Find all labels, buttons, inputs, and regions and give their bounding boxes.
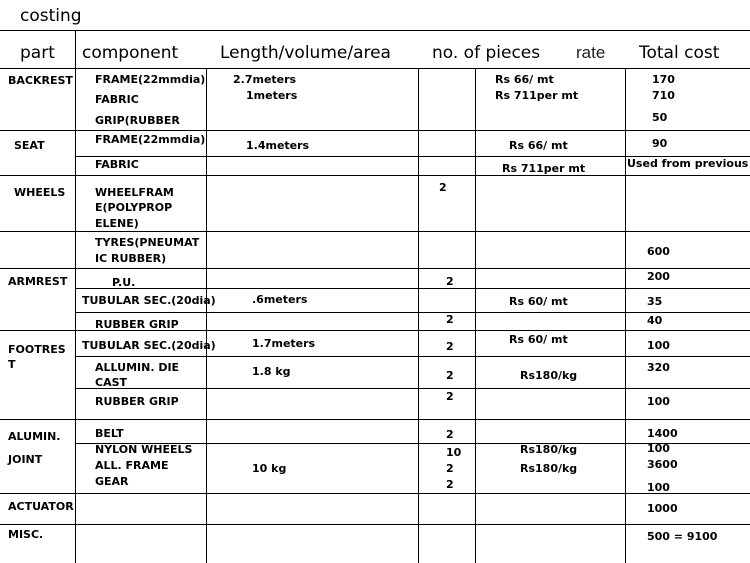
part-label: ALUMIN. [8, 430, 61, 443]
part-label: ACTUATOR [8, 500, 74, 513]
pieces-cell: 2 [446, 478, 454, 491]
rule [0, 268, 750, 269]
total-cell: 170 [652, 73, 675, 86]
pieces-cell: 2 [439, 181, 447, 194]
rule [75, 312, 750, 313]
component-cell: TYRES(PNEUMAT [95, 236, 200, 249]
length-cell: 1meters [246, 89, 298, 102]
rule [0, 175, 750, 176]
component-cell: NYLON WHEELS [95, 443, 193, 456]
total-cell: 100 [647, 395, 670, 408]
total-cell: 35 [647, 295, 663, 308]
rule [0, 419, 750, 420]
component-cell: ELENE) [95, 217, 139, 230]
component-cell: FRAME(22mmdia) [95, 133, 206, 146]
part-label: SEAT [14, 139, 45, 152]
rule [0, 231, 750, 232]
header-pieces: no. of pieces [432, 43, 541, 63]
component-cell: TUBULAR SEC.(20dia) [82, 339, 216, 352]
component-cell: TUBULAR SEC.(20dia) [82, 294, 216, 307]
total-cell: 1400 [647, 427, 678, 440]
col-rule [625, 68, 626, 563]
total-cell: 320 [647, 361, 670, 374]
component-cell: WHEELFRAM [95, 186, 174, 199]
total-cell: 3600 [647, 458, 678, 471]
component-cell: ALLUMIN. DIE [95, 361, 180, 374]
part-label: JOINT [8, 453, 43, 466]
total-cell: 100 [647, 481, 670, 494]
col-rule [206, 68, 207, 563]
rate-cell: Rs180/kg [520, 369, 578, 382]
length-cell: 1.4meters [246, 139, 310, 152]
rule [0, 493, 750, 494]
col-rule [75, 30, 76, 563]
component-cell: RUBBER GRIP [95, 318, 179, 331]
total-cell: 50 [652, 111, 668, 124]
header-rate: rate [576, 43, 606, 62]
col-rule [475, 68, 476, 563]
pieces-cell: 2 [446, 428, 454, 441]
header-component: component [82, 43, 179, 63]
component-cell: FABRIC [95, 93, 139, 106]
part-label: MISC. [8, 528, 44, 541]
length-cell: 1.7meters [252, 337, 316, 350]
pieces-cell: 2 [446, 462, 454, 475]
length-cell: .6meters [252, 293, 308, 306]
rule [0, 130, 750, 131]
part-label: WHEELS [14, 186, 66, 199]
total-cell: 200 [647, 270, 670, 283]
rule [75, 288, 750, 289]
header-length: Length/volume/area [220, 43, 391, 63]
total-cell: 710 [652, 89, 675, 102]
rate-cell: Rs 66/ mt [509, 139, 568, 152]
component-cell: IC RUBBER) [95, 252, 167, 265]
pieces-cell: 2 [446, 340, 454, 353]
part-label: FOOTRES [8, 343, 66, 356]
total-cell: 1000 [647, 502, 678, 515]
rate-cell: Rs 711per mt [495, 89, 579, 102]
total-cell: 100 [647, 339, 670, 352]
rate-cell: Rs180/kg [520, 462, 578, 475]
total-cell: Used from previous [627, 157, 749, 170]
rule [75, 388, 750, 389]
component-cell: FRAME(22mmdia) [95, 73, 206, 86]
part-label: ARMREST [8, 275, 68, 288]
part-label: T [8, 358, 16, 371]
total-cell: 600 [647, 245, 670, 258]
rate-cell: Rs180/kg [520, 443, 578, 456]
page-title: costing [20, 6, 82, 26]
rule [75, 356, 750, 357]
component-cell: ALL. FRAME [95, 459, 169, 472]
header-total: Total cost [639, 43, 720, 63]
component-cell: E(POLYPROP [95, 201, 173, 214]
rate-cell: Rs 60/ mt [509, 333, 568, 346]
pieces-cell: 2 [446, 275, 454, 288]
pieces-cell: 2 [446, 313, 454, 326]
length-cell: 1.8 kg [252, 365, 291, 378]
component-cell: FABRIC [95, 158, 139, 171]
total-cell: 90 [652, 137, 668, 150]
component-cell: BELT [95, 427, 124, 440]
component-cell: RUBBER GRIP [95, 395, 179, 408]
rule [0, 524, 750, 525]
component-cell: GRIP(RUBBER [95, 114, 180, 127]
length-cell: 2.7meters [233, 73, 297, 86]
part-label: BACKREST [8, 74, 73, 87]
rate-cell: Rs 66/ mt [495, 73, 554, 86]
rule-header [0, 68, 750, 69]
length-cell: 10 kg [252, 462, 287, 475]
component-cell: P.U. [112, 276, 136, 289]
pieces-cell: 2 [446, 369, 454, 382]
pieces-cell: 2 [446, 390, 454, 403]
pieces-cell: 10 [446, 446, 462, 459]
rule-top [0, 30, 750, 31]
total-cell: 500 = 9100 [647, 530, 718, 543]
total-cell: 100 [647, 442, 670, 455]
component-cell: CAST [95, 376, 128, 389]
header-part: part [20, 43, 55, 63]
rate-cell: Rs 60/ mt [509, 295, 568, 308]
component-cell: GEAR [95, 475, 129, 488]
col-rule [418, 68, 419, 563]
total-cell: 40 [647, 314, 663, 327]
rate-cell: Rs 711per mt [502, 162, 586, 175]
